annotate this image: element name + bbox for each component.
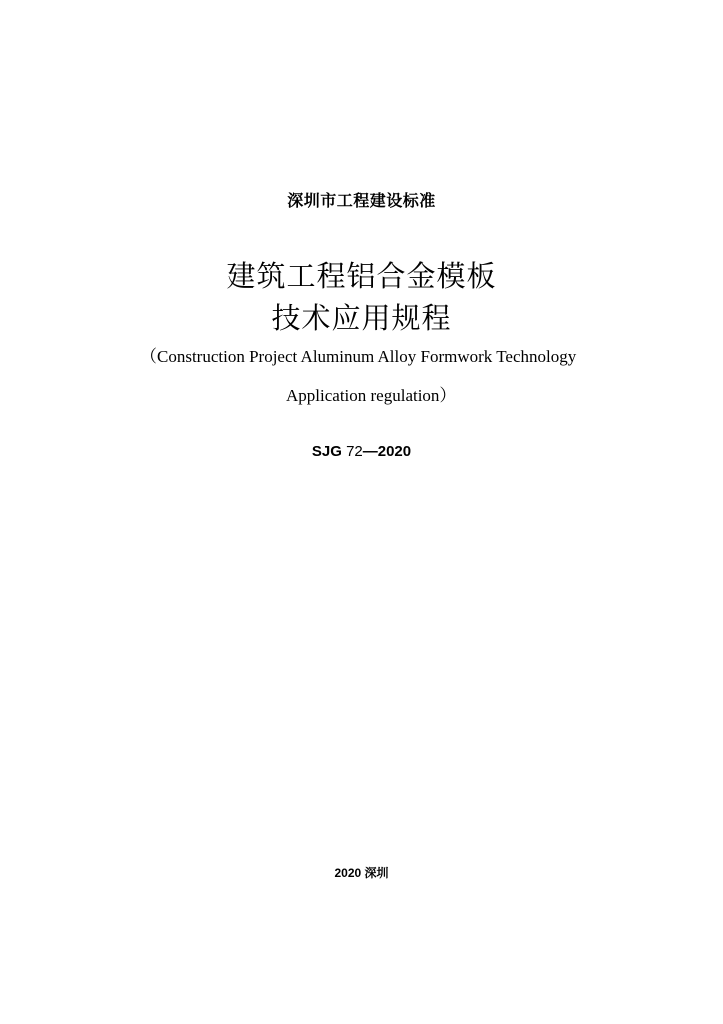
standard-code-year: —2020 (362, 443, 412, 460)
issuer-title: 深圳市工程建设标准 (287, 191, 436, 210)
standard-code (0, 443, 723, 460)
english-title-line-2: Application regulation） (286, 386, 457, 405)
standard-code-number: 72 (346, 443, 363, 460)
footer-year-place: 2020 深圳 (334, 866, 389, 880)
english-title-line-1: （Construction Project Aluminum Alloy Formwork Technology (140, 347, 577, 366)
main-title-line-1: 建筑工程铝合金模板 (226, 259, 497, 293)
main-title-line-2: 技术应用规程 (271, 301, 452, 335)
standard-code-prefix: SJG (311, 443, 342, 460)
